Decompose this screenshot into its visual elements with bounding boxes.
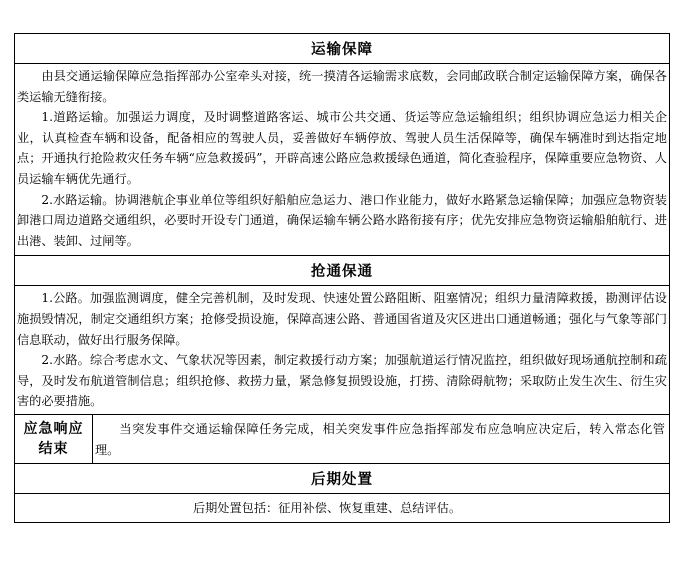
- section-title-rescue: 抢通保通: [15, 256, 669, 286]
- end-response-body: [93, 415, 669, 463]
- section-body-transport: [15, 64, 669, 256]
- section-title-aftermath: 后期处置: [15, 464, 669, 494]
- section-title-transport: 运输保障: [15, 34, 669, 64]
- paragraph: 2.水路。综合考虑水文、气象状况等因素，制定救援行动方案；加强航道运行情况监控，组织做好现场通航控制和疏导，及时发布航道管制信息；组织抢修、救捞力量，紧急修复损毁设施，打捞、清除碍航物；采取防止发生次生、衍生灾害的必要措施。: [17, 353, 667, 409]
- end-response-label: 应急响应结束: [15, 415, 93, 463]
- paragraph: 由县交通运输保障应急指挥部办公室牵头对接，统一摸清各运输需求底数，会同邮政联合制定运输保障方案，确保各类运输无缝衔接。: [17, 69, 667, 104]
- paragraph: 1.公路。加强监测调度，健全完善机制，及时发现、快速处置公路阻断、阻塞情况；组织力量清障救援，勘测评估设施损毁情况，制定交通组织方案；抢修受损设施，保障高速公路、普通国省道及灾区进出口通道畅通；强化与气象等部门信息联动，做好出行服务保障。: [17, 291, 667, 347]
- end-response-row: [15, 415, 669, 464]
- paragraph: 当突发事件交通运输保障任务完成，相关突发事件应急指挥部发布应急响应决定后，转入常态化管理。: [95, 421, 665, 457]
- paragraph: 1.道路运输。加强运力调度，及时调整道路客运、城市公共交通、货运等应急运输组织；组织协调应急运力相关企业，认真检查车辆和设备，配备相应的驾驶人员，妥善做好车辆停放、驾驶人员生活保障等，确保车辆准时到达指定地点；开通执行抢险救灾任务车辆“应急救援码”，开辟高速公路应急救援绿色通道，简化查验程序，保障重要应急物资、人员运输车辆优先通行。: [17, 110, 667, 186]
- paragraph: 2.水路运输。协调港航企事业单位等组织好船舶应急运力、港口作业能力，做好水路紧急运输保障；加强应急物资装卸港口周边道路交通组织，必要时开设专门通道，确保运输车辆公路水路衔接有序；优先安排应急物资运输船舶航行、进出港、装卸、过闸等。: [17, 192, 667, 248]
- document-table: [14, 33, 670, 523]
- section-body-rescue: [15, 286, 669, 415]
- section-body-aftermath: [15, 494, 669, 522]
- paragraph: 后期处置包括：征用补偿、恢复重建、总结评估。: [192, 501, 462, 516]
